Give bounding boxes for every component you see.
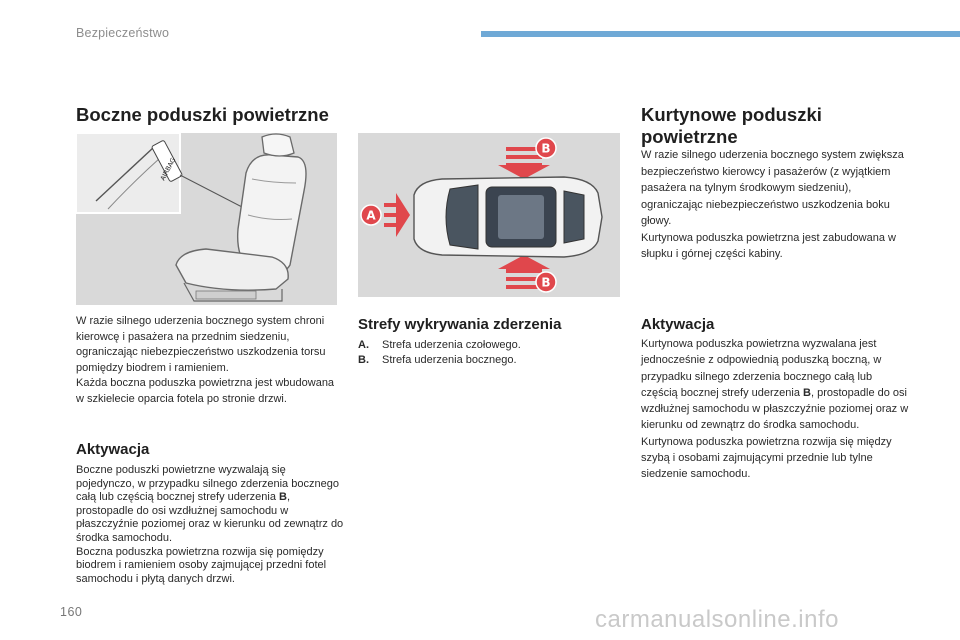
watermark: carmanualsonline.info	[595, 606, 839, 633]
side-activation-p1	[76, 464, 344, 546]
curtain-airbags-title	[641, 104, 822, 148]
list-item	[358, 338, 620, 353]
side-activation-text	[76, 464, 344, 586]
zone-text: Strefa uderzenia bocznego.	[382, 354, 517, 366]
impact-zones-diagram	[358, 133, 620, 297]
curtain-airbags-title-line1: Kurtynowe poduszki	[641, 104, 822, 125]
side-activation-p1-a: Boczne poduszki powietrzne wyzwalają się pojedynczo, w przypadku silnego zderzenia bocznego całą lub częścią bocznej strefy uderzenia	[76, 464, 339, 504]
page-number: 160	[60, 605, 83, 619]
impact-zones-title: Strefy wykrywania zderzenia	[358, 316, 562, 333]
side-airbags-intro	[76, 314, 341, 407]
curtain-activation-zone-ref: B	[803, 386, 811, 399]
side-activation-p2: Boczna poduszka powietrzna rozwija się pomiędzy biodrem i ramieniem osoby zajmującej przedni fotel samochodu i płytą danych drzwi.	[76, 545, 327, 585]
curtain-intro-p2: Kurtynowa poduszka powietrzna jest zabudowana w słupku i górnej części kabiny.	[641, 231, 896, 260]
side-airbags-intro-p2: Każda boczna poduszka powietrzna jest wbudowana w szkielecie oparcia fotela po stronie drzwi.	[76, 377, 335, 405]
seat-illustration	[76, 133, 337, 305]
header-accent-bar	[481, 31, 960, 37]
curtain-airbags-intro	[641, 147, 906, 263]
curtain-activation-text	[641, 336, 909, 483]
curtain-activation-title: Aktywacja	[641, 316, 715, 333]
curtain-airbags-title-line2: powietrzne	[641, 126, 738, 147]
side-activation-p1-c: , prostopadle do osi wzdłużnej samochodu w płaszczyźnie poziomej oraz w kierunku od zewnątrz do środka samochodu.	[76, 491, 344, 544]
airbag-tag-label: AIRBAG	[158, 156, 178, 182]
label-b-bottom-badge: B	[541, 275, 551, 290]
side-activation-title: Aktywacja	[76, 441, 150, 458]
list-item	[358, 353, 620, 368]
curtain-activation-p1-c: , prostopadle do osi wzdłużnej samochodu w płaszczyźnie poziomej oraz w kierunku od zewnątrz do środka samochodu.	[641, 386, 909, 432]
side-airbags-title: Boczne poduszki powietrzne	[76, 104, 329, 125]
curtain-intro-p1: W razie silnego uderzenia bocznego system zwiększa bezpieczeństwo kierowcy i pasażerów (z wyjątkiem pasażera na tylnym środkowym siedzeniu), ograniczając niebezpieczeństwo uszkodzenia boku głowy.	[641, 149, 904, 227]
curtain-activation-p1-a: Kurtynowa poduszka powietrzna wyzwalana jest jednocześnie z odpowiednią poduszką boczną, w przypadku silnego zderzenia bocznego całą lub częścią bocznej strefy uderzenia	[641, 338, 882, 399]
car-impact-zones-illustration	[358, 133, 620, 297]
curtain-activation-p2: Kurtynowa poduszka powietrzna rozwija się między szybą i osobami zajmującymi przednie lub tylne siedzenie samochodu.	[641, 435, 892, 481]
curtain-activation-p1	[641, 336, 909, 434]
side-activation-zone-ref: B	[279, 491, 287, 504]
zone-key: B.	[358, 354, 369, 366]
label-a-badge: A	[366, 208, 376, 223]
impact-zones-list	[358, 338, 620, 368]
section-header: Bezpieczeństwo	[76, 26, 170, 40]
label-b-top-badge: B	[541, 141, 551, 156]
seat-airbag-diagram	[76, 133, 337, 305]
side-airbags-intro-p1: W razie silnego uderzenia bocznego system chroni kierowcę i pasażera na przednim siedzeniu, ograniczając niebezpieczeństwo uszkodzenia torsu pomiędzy biodrem i ramieniem.	[76, 315, 326, 374]
zone-text: Strefa uderzenia czołowego.	[382, 339, 521, 351]
zone-key: A.	[358, 339, 369, 351]
